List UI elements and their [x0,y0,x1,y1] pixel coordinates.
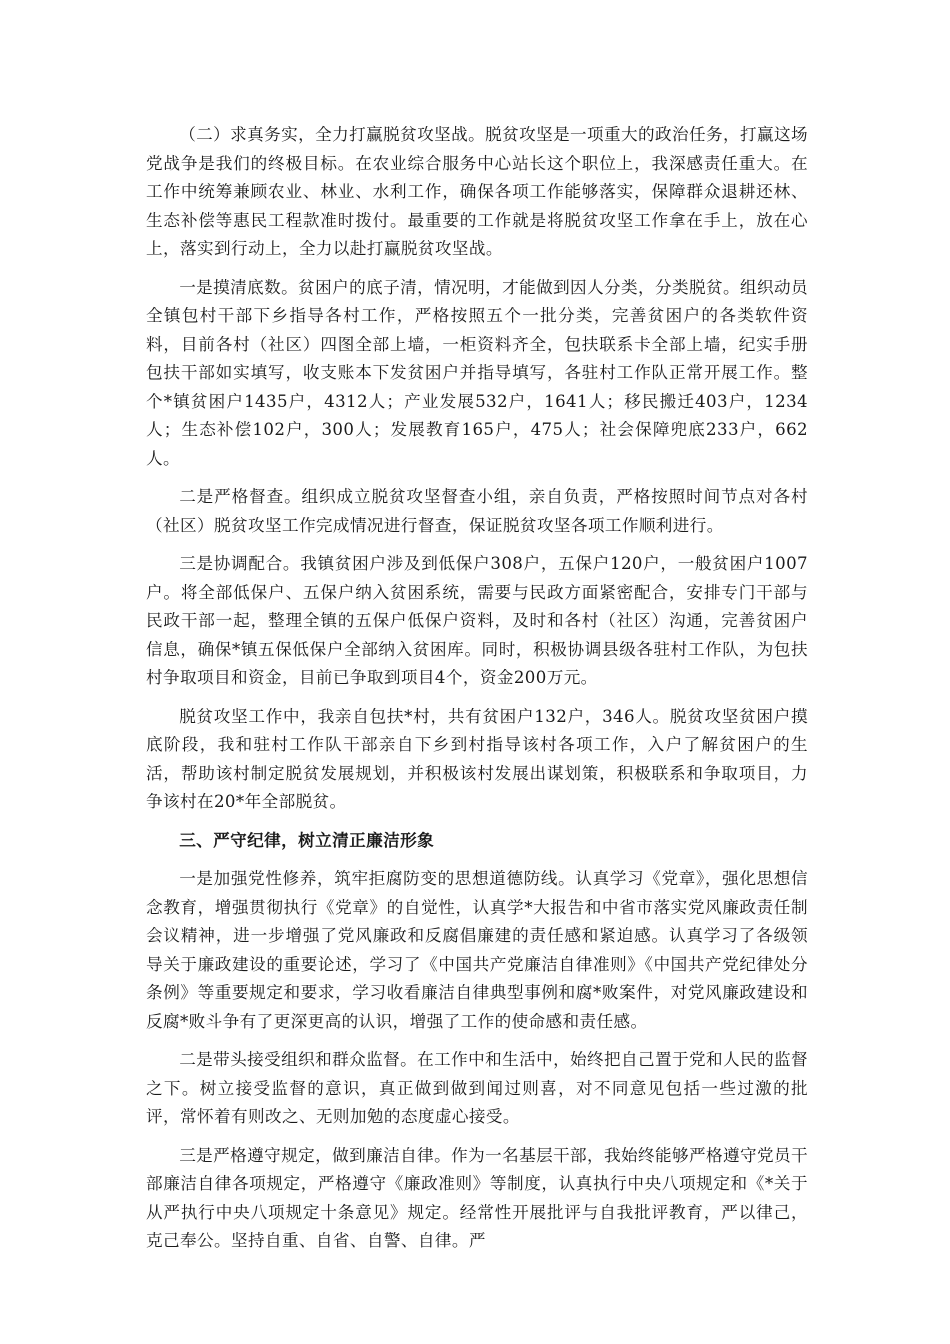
paragraph-clarify-baseline: 一是摸清底数。贫困户的底子清，情况明，才能做到因人分类，分类脱贫。组织动员全镇包村干部下乡指导各村工作，严格按照五个一批分类，完善贫困户的各类软件资料，目前各村（社区）四图全部上墙，一柜资料齐全，包扶联系卡全部上墙，纪实手册包扶干部如实填写，收支账本下发贫困户并指导填写，各驻村工作队正常开展工作。整个*镇贫困户1435户，4312人；产业发展532户，1641人；移民搬迁403户，1234人；生态补偿102户，300人；发展教育165户，475人；社会保障兜底233户，662人。 [146,277,808,468]
document-body [146,121,808,1266]
paragraph-accept-supervision: 二是带头接受组织和群众监督。在工作中和生活中，始终把自己置于党和人民的监督之下。树立接受监督的意识，真正做到做到闻过则喜，对不同意见包括一些过激的批评，常怀着有则改之、无则加勉的态度虚心接受。 [146,1050,808,1126]
paragraph-strict-compliance: 三是严格遵守规定，做到廉洁自律。作为一名基层干部，我始终能够严格遵守党员干部廉洁自律各项规定，严格遵守《廉政准则》等制度，认真执行中央八项规定和《*关于从严执行中央八项规定十条意见》规定。经常性开展批评与自我批评教育，严以律己，克己奉公。坚持自重、自省、自警、自律。严 [146,1145,808,1250]
paragraph-coordination: 三是协调配合。我镇贫困户涉及到低保户308户，五保户120户，一般贫困户1007户。将全部低保户、五保户纳入贫困系统，需要与民政方面紧密配合，安排专门干部与民政干部一起，整理全镇的五保户低保户资料，及时和各村（社区）沟通，完善贫困户信息，确保*镇五保低保户全部纳入贫困库。同时，积极协调县级各驻村工作队，为包扶村争取项目和资金，目前已争取到项目4个，资金200万元。 [146,554,808,687]
paragraph-poverty-intro: （二）求真务实，全力打赢脱贫攻坚战。脱贫攻坚是一项重大的政治任务，打赢这场党战争是我们的终极目标。在农业综合服务中心站长这个职位上，我深感责任重大。在工作中统筹兼顾农业、林业、水利工作，确保各项工作能够落实，保障群众退耕还林、生态补偿等惠民工程款准时拨付。最重要的工作就是将脱贫攻坚工作拿在手上，放在心上，落实到行动上，全力以赴打赢脱贫攻坚战。 [146,125,808,258]
section-heading-discipline: 三、严守纪律，树立清正廉洁形象 [179,830,435,850]
paragraph-strict-supervision: 二是严格督查。组织成立脱贫攻坚督查小组，亲自负责，严格按照时间节点对各村（社区）脱贫攻坚工作完成情况进行督查，保证脱贫攻坚各项工作顺利进行。 [146,487,808,535]
paragraph-party-cultivation: 一是加强党性修养，筑牢拒腐防变的思想道德防线。认真学习《党章》，强化思想信念教育，增强贯彻执行《党章》的自觉性，认真学*大报告和中省市落实党风廉政责任制会议精神，进一步增强了党风廉政和反腐倡廉建的责任感和紧迫感。认真学习了各级领导关于廉政建设的重要论述，学习了《中国共产党廉洁自律准则》《中国共产党纪律处分条例》等重要规定和要求，学习收看廉洁自律典型事例和腐*败案件，对党风廉政建设和反腐*败斗争有了更深更高的认识，增强了工作的使命感和责任感。 [146,869,808,1031]
paragraph-personal-assistance: 脱贫攻坚工作中，我亲自包扶*村，共有贫困户132户，346人。脱贫攻坚贫困户摸底阶段，我和驻村工作队干部亲自下乡到村指导该村各项工作，入户了解贫困户的生活，帮助该村制定脱贫发展规划，并积极该村发展出谋划策，积极联系和争取项目，力争该村在20*年全部脱贫。 [146,706,808,811]
